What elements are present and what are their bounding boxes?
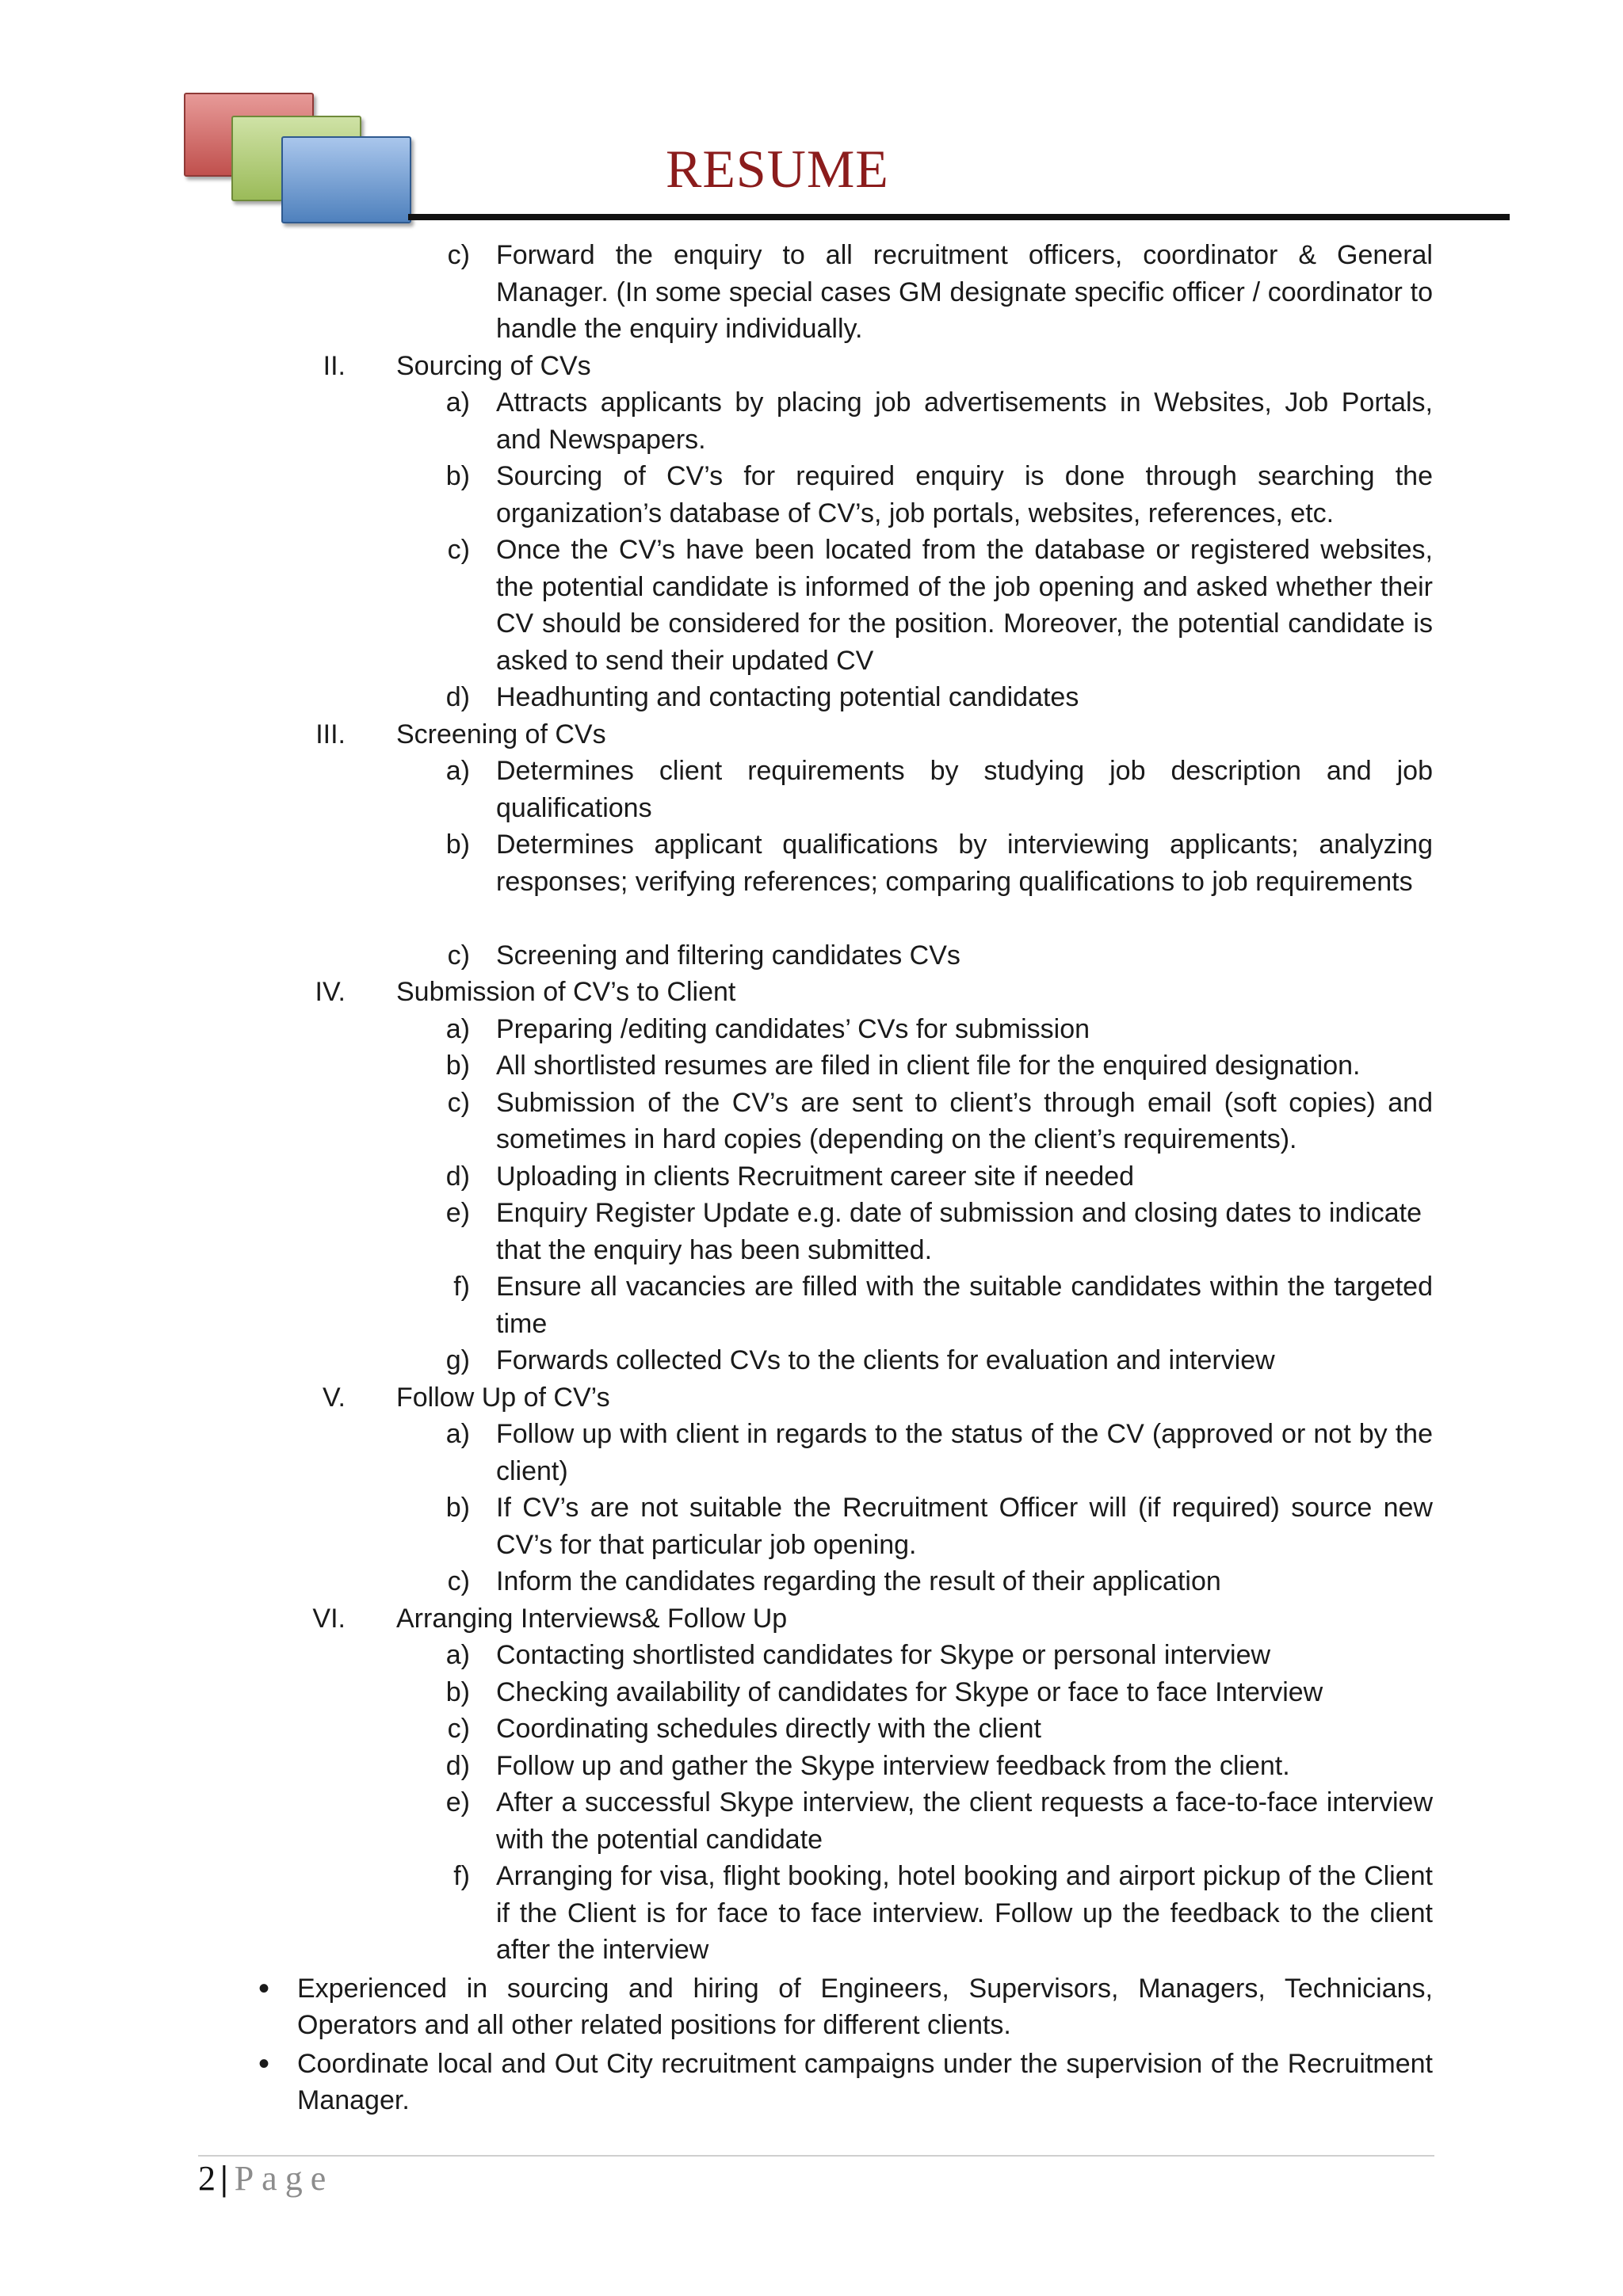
- list-item: [0, 458, 1623, 532]
- item-label: b): [445, 1051, 470, 1081]
- item-label: b): [445, 1676, 470, 1707]
- section-item: [0, 348, 1623, 385]
- item-label: c): [447, 1566, 470, 1596]
- item-text: Preparing /editing candidates’ CVs for submission: [496, 1013, 1090, 1044]
- item-text: Coordinating schedules directly with the client: [496, 1714, 1041, 1744]
- item-text: Follow Up of CV’s: [396, 1382, 610, 1413]
- item-label: f): [453, 1861, 470, 1891]
- item-text: Arranging for visa, flight booking, hotel booking and airport pickup of the Client if the Client is for face to face interview. Follow up the feedback to the client after the interview: [496, 1861, 1433, 1965]
- item-label: c): [447, 1087, 470, 1118]
- list-item: [0, 1011, 1623, 1048]
- item-text: Submission of the CV’s are sent to client’s through email (soft copies) and sometimes in hard copies (depending on the client’s requirements).: [496, 1087, 1433, 1154]
- item-text: Submission of CV’s to Client: [396, 977, 736, 1007]
- item-label: d): [445, 682, 470, 712]
- item-text: Ensure all vacancies are filled with the suitable candidates within the targeted time: [496, 1272, 1433, 1339]
- list-item: [0, 384, 1623, 458]
- list-item: [0, 1637, 1623, 1674]
- item-text: Contacting shortlisted candidates for Skype or personal interview: [496, 1640, 1271, 1670]
- list-item: [0, 679, 1623, 716]
- item-label: a): [445, 1640, 470, 1670]
- item-text: Attracts applicants by placing job advertisements in Websites, Job Portals, and Newspapers.: [496, 387, 1433, 455]
- bullet-item: [0, 2046, 1623, 2119]
- page-footer: [198, 2158, 334, 2199]
- item-label: d): [445, 1750, 470, 1781]
- list-item: [0, 532, 1623, 679]
- item-text: Uploading in clients Recruitment career site if needed: [496, 1161, 1135, 1192]
- item-text: Coordinate local and Out City recruitment campaigns under the supervision of the Recruitment Manager.: [297, 2048, 1433, 2115]
- item-text: Screening of CVs: [396, 719, 606, 749]
- list-item: [0, 826, 1623, 937]
- list-item: [0, 1784, 1623, 1858]
- list-item: [0, 1195, 1623, 1268]
- item-text: Determines client requirements by studying job description and job qualifications: [496, 756, 1433, 823]
- list-item: [0, 1489, 1623, 1563]
- bullet-marker: •: [258, 2046, 269, 2081]
- item-text: Screening and filtering candidates CVs: [496, 940, 960, 971]
- list-item: [0, 1158, 1623, 1196]
- item-label: c): [447, 940, 470, 971]
- item-text: Once the CV’s have been located from the database or registered websites, the potential candidate is informed of the job opening and asked whether their CV should be considered for the position. Moreover, the potential candidate is asked to send their updated CV: [496, 535, 1433, 676]
- item-text: Follow up with client in regards to the status of the CV (approved or not by the client): [496, 1419, 1433, 1486]
- item-text: Checking availability of candidates for Skype or face to face Interview: [496, 1676, 1323, 1707]
- item-label: a): [445, 387, 470, 418]
- item-label: c): [447, 240, 470, 270]
- item-text: Enquiry Register Update e.g. date of submission and closing dates to indicate that the enquiry has been submitted.: [496, 1198, 1423, 1265]
- list-item: [0, 1858, 1623, 1969]
- logo-blue-square: [281, 136, 411, 223]
- item-label: b): [445, 1493, 470, 1523]
- page-label: Page: [234, 2159, 334, 2198]
- item-label: III.: [315, 719, 346, 749]
- item-text: If CV’s are not suitable the Recruitment Officer will (if required) source new CV’s for that particular job opening.: [496, 1493, 1433, 1560]
- item-label: b): [445, 830, 470, 860]
- footer-rule: [198, 2155, 1434, 2157]
- list-item: [0, 237, 1623, 348]
- item-text: Determines applicant qualifications by interviewing applicants; analyzing responses; verifying references; comparing qualifications to job requirements: [496, 830, 1433, 897]
- list-item: [0, 753, 1623, 826]
- list-item: [0, 1563, 1623, 1600]
- section-item: [0, 1379, 1623, 1417]
- list-item: [0, 1085, 1623, 1158]
- item-label: e): [445, 1787, 470, 1817]
- item-text: Arranging Interviews& Follow Up: [396, 1603, 788, 1634]
- bullet-marker: •: [258, 1970, 269, 2006]
- footer-separator: |: [220, 2159, 228, 2198]
- section-item: [0, 716, 1623, 753]
- page-number: 2: [198, 2159, 216, 2198]
- list-item: [0, 1342, 1623, 1379]
- page-title: RESUME: [666, 139, 889, 199]
- item-label: a): [445, 1419, 470, 1449]
- bullet-item: [0, 1970, 1623, 2044]
- item-label: b): [445, 461, 470, 491]
- item-text: Forwards collected CVs to the clients for evaluation and interview: [496, 1345, 1275, 1375]
- item-label: VI.: [312, 1603, 346, 1634]
- section-item: [0, 1600, 1623, 1638]
- item-label: c): [447, 1714, 470, 1744]
- item-text: After a successful Skype interview, the client requests a face-to-face interview with the potential candidate: [496, 1787, 1433, 1855]
- list-item: [0, 1047, 1623, 1085]
- item-label: V.: [322, 1382, 346, 1413]
- item-text: Sourcing of CV’s for required enquiry is done through searching the organization’s database of CV’s, job portals, websites, references, etc.: [496, 461, 1433, 528]
- list-item: [0, 1268, 1623, 1342]
- list-item: [0, 1711, 1623, 1748]
- item-label: g): [445, 1345, 470, 1375]
- list-item: [0, 1416, 1623, 1489]
- item-label: e): [445, 1198, 470, 1228]
- list-item: [0, 1674, 1623, 1711]
- section-item: [0, 974, 1623, 1011]
- item-text: Follow up and gather the Skype interview feedback from the client.: [496, 1750, 1290, 1781]
- item-label: c): [447, 535, 470, 565]
- item-label: a): [445, 1013, 470, 1044]
- item-text: All shortlisted resumes are filed in client file for the enquired designation.: [496, 1051, 1361, 1081]
- item-label: f): [453, 1272, 470, 1302]
- item-text: Headhunting and contacting potential candidates: [496, 682, 1079, 712]
- item-label: a): [445, 756, 470, 786]
- item-text: Forward the enquiry to all recruitment officers, coordinator & General Manager. (In some special cases GM designate specific officer / coordinator to handle the enquiry individually.: [496, 240, 1433, 344]
- list-item: [0, 1748, 1623, 1785]
- item-label: II.: [323, 350, 346, 381]
- item-label: IV.: [315, 977, 346, 1007]
- item-text: Inform the candidates regarding the result of their application: [496, 1566, 1221, 1596]
- item-text: Sourcing of CVs: [396, 350, 591, 381]
- list-item: [0, 937, 1623, 974]
- item-text: Experienced in sourcing and hiring of Engineers, Supervisors, Managers, Technicians, Operators and all other related positions for different clients.: [297, 1973, 1433, 2040]
- item-label: d): [445, 1161, 470, 1192]
- header-rule: [408, 214, 1510, 220]
